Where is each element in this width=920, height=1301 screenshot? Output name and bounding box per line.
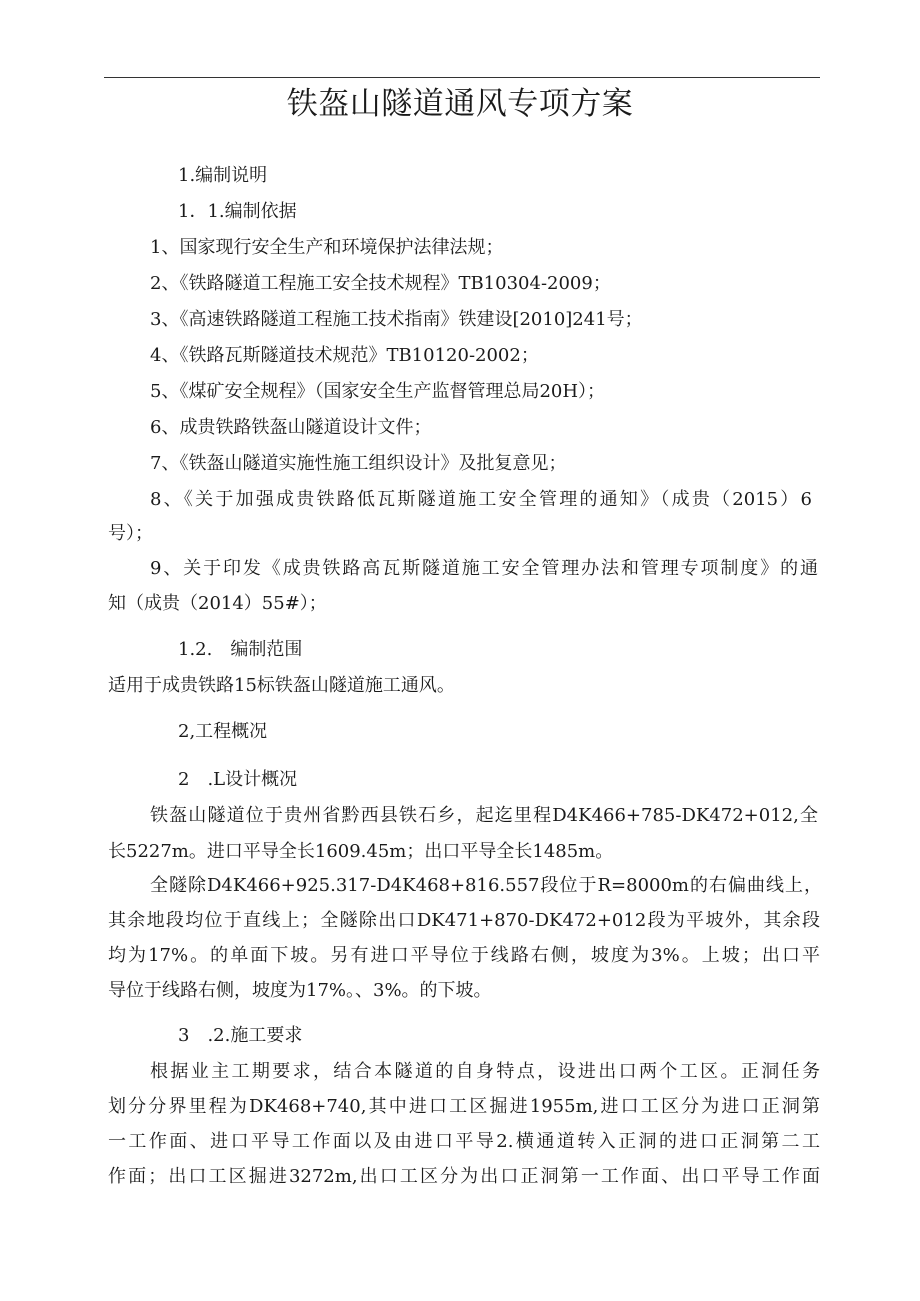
- design-paragraph-2-line-1: 全隧除D4K466+925.317-D4K468+816.557段位于R=8000m的右偏曲线上，: [150, 875, 822, 896]
- basis-item-5: 5、《煤矿安全规程》（国家安全生产监督管理总局20H）；: [150, 381, 606, 402]
- design-paragraph-2-line-3: 均为17%。的单面下坡。另有进口平导位于线路右侧，坡度为3%。上坡；出口平: [108, 945, 820, 966]
- basis-item-9-line-1: 9、关于印发《成贵铁路高瓦斯隧道施工安全管理办法和管理专项制度》的通: [150, 558, 818, 579]
- design-paragraph-1-line-2: 长5227m。进口平导全长1609.45m；出口平导全长1485m。: [108, 841, 614, 862]
- scope-text: 适用于成贵铁路15标铁盔山隧道施工通风。: [108, 675, 455, 696]
- requirement-paragraph-line-3: 一工作面、进口平导工作面以及由进口平导2.横通道转入正洞的进口正洞第二工: [108, 1131, 820, 1152]
- basis-item-8-line-2: 号）；: [108, 523, 153, 544]
- basis-item-9-line-2: 知（成贵（2014）55#）；: [108, 593, 327, 614]
- section-heading-3-2: 3 .2.施工要求: [178, 1025, 303, 1046]
- design-paragraph-1-line-1: 铁盔山隧道位于贵州省黔西县铁石乡，起迄里程D4K466+785-DK472+012,全: [150, 805, 818, 826]
- document-title: 铁盔山隧道通风专项方案: [286, 86, 634, 122]
- section-heading-1-1: 1．1.编制依据: [178, 201, 297, 222]
- basis-item-2: 2、《铁路隧道工程施工安全技术规程》TB10304-2009；: [150, 273, 611, 294]
- requirement-paragraph-line-2: 划分分界里程为DK468+740,其中进口工区掘进1955m,进口工区分为进口正洞第: [108, 1096, 820, 1117]
- section-heading-1-2: 1.2. 编制范围: [178, 639, 303, 660]
- basis-item-4: 4、《铁路瓦斯隧道技术规范》TB10120-2002；: [150, 345, 539, 366]
- design-paragraph-2-line-2: 其余地段均位于直线上；全隧除出口DK471+870-DK472+012段为平坡外，其余段: [108, 910, 820, 931]
- section-heading-2: 2,工程概况: [178, 721, 268, 742]
- header-rule: [104, 77, 820, 78]
- basis-item-8-line-1: 8、《关于加强成贵铁路低瓦斯隧道施工安全管理的通知》（成贵（2015）6: [150, 489, 812, 510]
- requirement-paragraph-line-4: 作面；出口工区掘进3272m,出口工区分为出口正洞第一工作面、出口平导工作面: [108, 1166, 820, 1187]
- requirement-paragraph-line-1: 根据业主工期要求，结合本隧道的自身特点，设进出口两个工区。正洞任务: [150, 1061, 820, 1082]
- basis-item-3: 3、《高速铁路隧道工程施工技术指南》铁建设[2010]241号；: [150, 309, 643, 330]
- section-heading-1: 1.编制说明: [178, 165, 268, 186]
- basis-item-7: 7、《铁盔山隧道实施性施工组织设计》及批复意见；: [150, 453, 567, 474]
- basis-item-6: 6、成贵铁路铁盔山隧道设计文件；: [150, 417, 432, 438]
- section-heading-2-1: 2 .L设计概况: [178, 769, 298, 790]
- design-paragraph-2-line-4: 导位于线路右侧，坡度为17%。、3%。的下坡。: [108, 980, 492, 1001]
- basis-item-1: 1、国家现行安全生产和环境保护法律法规；: [150, 237, 504, 258]
